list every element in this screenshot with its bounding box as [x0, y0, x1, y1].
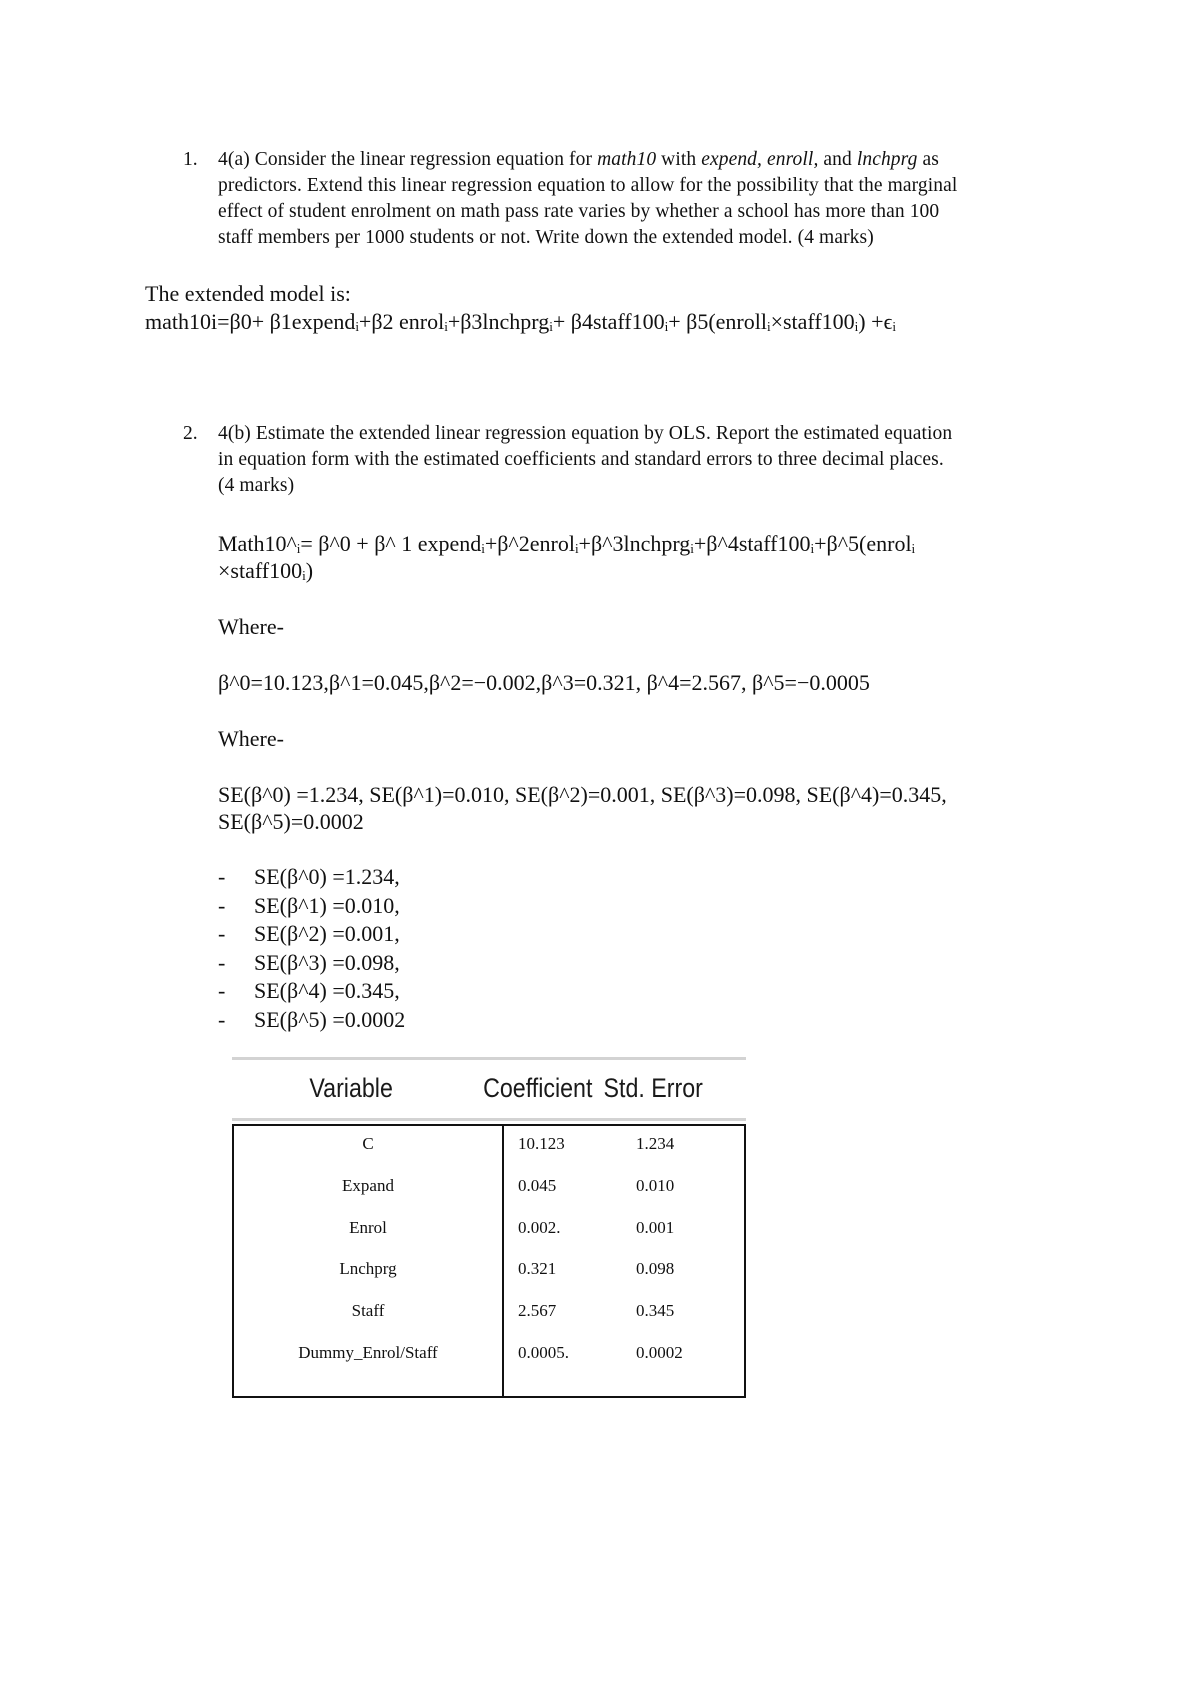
question-1-line-4: staff members per 1000 students or not. Write down the extended model. (4 marks): [218, 227, 874, 248]
bullet-text: SE(β^0) =1.234,: [254, 864, 400, 889]
header-variable: Variable: [309, 1073, 393, 1103]
cell-coefficient: 0.321: [518, 1259, 557, 1278]
question-2-number: 2.: [183, 423, 198, 444]
estimated-equation-line-1: Math10^ᵢ= β^0 + β^ 1 expendᵢ+β^2enrolᵢ+β^3lnchprgᵢ+β^4staff100ᵢ+β^5(enrolᵢ: [218, 531, 916, 556]
standard-error-list: [218, 863, 618, 1034]
cell-std-error: 0.345: [636, 1301, 675, 1320]
q1-text-e: and: [818, 149, 857, 170]
table-header: [232, 1073, 703, 1113]
bullet-text: SE(β^4) =0.345,: [254, 978, 400, 1003]
cell-std-error: 0.0002: [636, 1343, 683, 1362]
table-body: [232, 1124, 746, 1398]
header-std-error: Std. Error: [603, 1073, 703, 1103]
bullet-dash: -: [218, 1006, 226, 1032]
answer-1-equation: math10i=β0+ β1expendᵢ+β2 enrolᵢ+β3lnchprgᵢ+ β4staff100ᵢ+ β5(enrollᵢ×staff100ᵢ) +ϵᵢ: [145, 309, 897, 334]
list-item: [218, 977, 618, 1006]
cell-variable: Expand: [342, 1176, 394, 1195]
answer-1-label: The extended model is:: [145, 281, 351, 306]
bullet-text: SE(β^2) =0.001,: [254, 921, 400, 946]
table-row: [234, 1259, 744, 1289]
table-row: [234, 1218, 744, 1248]
bullet-text: SE(β^1) =0.010,: [254, 892, 400, 918]
question-1-line-2: predictors. Extend this linear regression equation to allow for the possibility that the marginal: [218, 175, 958, 196]
cell-std-error: 0.098: [636, 1259, 675, 1278]
bullet-dash: -: [218, 978, 226, 1003]
cell-coefficient: 2.567: [518, 1301, 557, 1320]
cell-variable: Dummy_Enrol/Staff: [298, 1343, 438, 1362]
header-top-rule: [232, 1057, 746, 1060]
table-row: [234, 1343, 744, 1373]
bullet-text: SE(β^5) =0.0002: [254, 1006, 406, 1032]
cell-std-error: 1.234: [636, 1134, 675, 1153]
cell-coefficient: 0.002.: [518, 1218, 561, 1237]
header-coefficient: Coefficient: [483, 1073, 593, 1103]
where-label-2: Where-: [218, 726, 284, 751]
bullet-text: SE(β^3) =0.098,: [254, 949, 400, 975]
q1-var-math10: math10: [597, 149, 657, 170]
bullet-dash: -: [218, 864, 226, 889]
table-row: [234, 1134, 744, 1164]
table-row: [234, 1176, 744, 1206]
cell-coefficient: 0.0005.: [518, 1343, 569, 1362]
question-1-number: 1.: [183, 149, 198, 170]
list-item: [218, 949, 618, 978]
q1-text-c: with: [656, 149, 702, 170]
cell-coefficient: 10.123: [518, 1134, 565, 1153]
list-item: [218, 863, 618, 892]
where-label-1: Where-: [218, 614, 284, 639]
question-2-line-2: in equation form with the estimated coefficients and standard errors to three decimal places.: [218, 449, 944, 470]
cell-variable: Staff: [351, 1301, 385, 1320]
question-1-line-3: effect of student enrolment on math pass rate varies by whether a school has more than 100: [218, 201, 940, 222]
question-2-line-3: (4 marks): [218, 475, 295, 496]
standard-errors-line-1: SE(β^0) =1.234, SE(β^1)=0.010, SE(β^2)=0.001, SE(β^3)=0.098, SE(β^4)=0.345,: [218, 782, 947, 807]
bullet-dash: -: [218, 949, 226, 975]
standard-errors-line-2: SE(β^5)=0.0002: [218, 809, 364, 834]
q1-var-lnchprg: lnchprg: [856, 149, 918, 170]
list-item: [218, 1006, 618, 1035]
list-item: [218, 892, 618, 921]
q1-var-expend-enroll: expend, enroll,: [701, 149, 819, 170]
bullet-dash: -: [218, 921, 226, 946]
estimated-equation-line-2: ×staff100ᵢ): [218, 558, 314, 583]
cell-variable: Enrol: [349, 1218, 387, 1237]
list-item: [218, 920, 618, 949]
cell-std-error: 0.010: [636, 1176, 675, 1195]
cell-coefficient: 0.045: [518, 1176, 557, 1195]
q1-text-a: 4(a) Consider the linear regression equation for: [218, 149, 598, 170]
coefficient-estimates: β^0=10.123,β^1=0.045,β^2=−0.002,β^3=0.321, β^4=2.567, β^5=−0.0005: [218, 670, 870, 695]
cell-std-error: 0.001: [636, 1218, 675, 1237]
q1-text-g: as: [917, 149, 939, 170]
question-1-line-1: [218, 147, 939, 173]
table-row: [234, 1301, 744, 1331]
bullet-dash: -: [218, 892, 226, 918]
header-bottom-rule: [232, 1118, 746, 1121]
question-2-line-1: 4(b) Estimate the extended linear regression equation by OLS. Report the estimated equation: [218, 423, 953, 444]
cell-variable: C: [362, 1134, 374, 1153]
cell-variable: Lnchprg: [339, 1259, 397, 1278]
